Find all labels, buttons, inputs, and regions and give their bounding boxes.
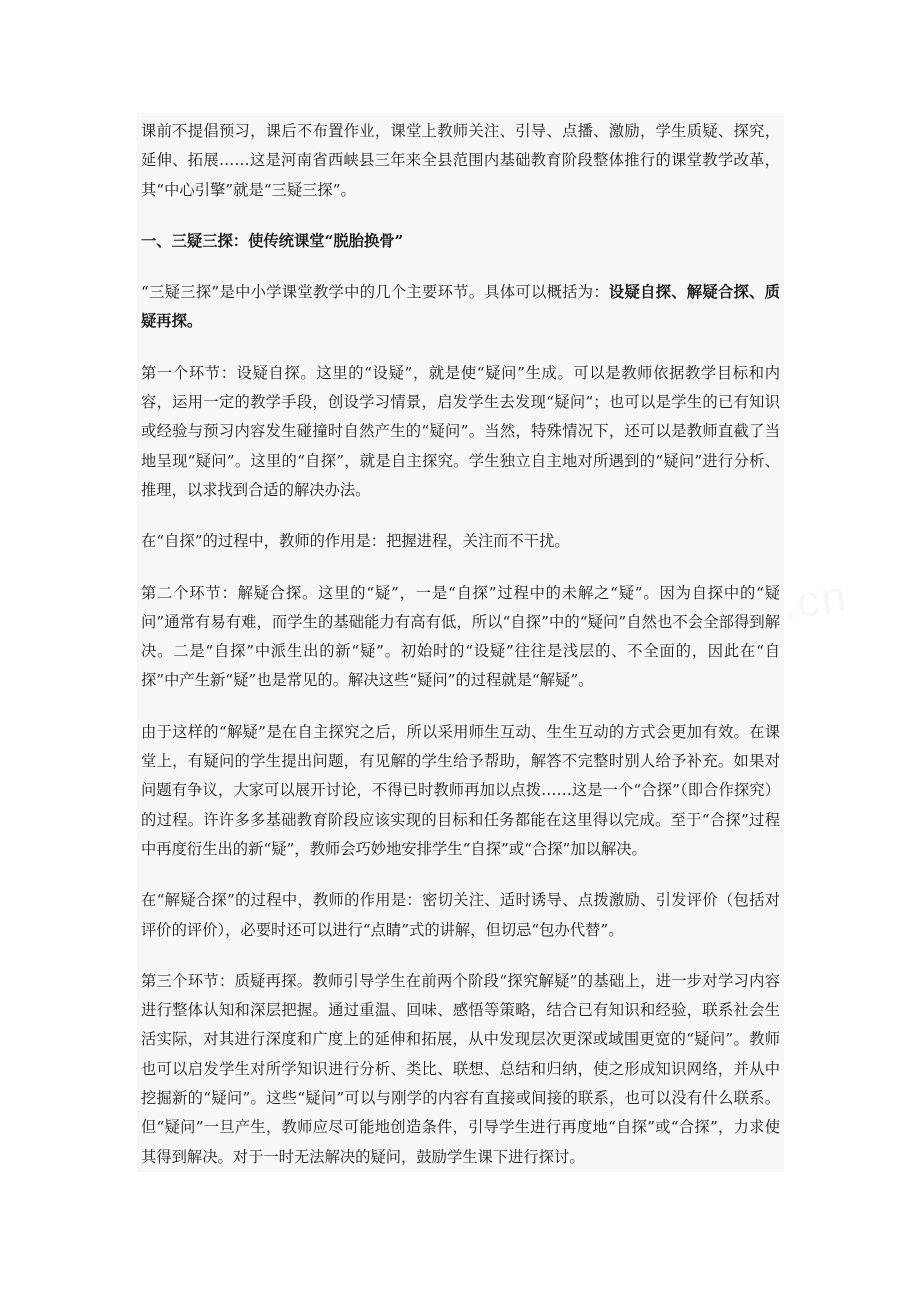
step3-paragraph: 第三个环节：质疑再探。教师引导学生在前两个阶段“探究解疑”的基础上，进一步对学习内容进行整体认知和深层把握。通过重温、回味、感悟等策略，结合已有知识和经验，联系社会生活实际，对其进行深度和广度上的延伸和拓展，从中发现层次更深或域围更宽的“疑问”。教师也可以启发学生对所学知识进行分析、类比、联想、总结和归纳，使之形成知识网络，并从中挖掘新的“疑问”。这些“疑问”可以与刚学的内容有直接或间接的联系，也可以没有什么联系。但“疑问”一旦产生，教师应尽可能地创造条件，引导学生进行再度地“自探”或“合探”，力求使其得到解决。对于一时无法解决的疑问，鼓励学生课下进行探讨。 bbox=[141, 971, 780, 1166]
summary-paragraph bbox=[141, 278, 780, 337]
step2-paragraph: 第二个环节：解疑合探。这里的“疑”，一是“自探”过程中的未解之“疑”。因为自探中的“疑问”通常有易有难，而学生的基础能力有高有低，所以“自探”中的“疑问”自然也不会全部得到解决。二是“自探”中派生出的新“疑”。初始时的“设疑”往往是浅层的、不全面的，因此在“自探”中产生新“疑”也是常见的。解决这些“疑问”的过程就是“解疑”。 bbox=[141, 583, 780, 690]
step1-paragraph: 第一个环节：设疑自探。这里的“设疑”，就是使“疑问”生成。可以是教师依据教学目标和内容，运用一定的教学手段，创设学习情景，启发学生去发现“疑问”；也可以是学生的已有知识或经验与预习内容发生碰撞时自然产生的“疑问”。当然，特殊情况下，还可以是教师直截了当地呈现“疑问”。这里的“自探”，就是自主探究。学生独立自主地对所遇到的“疑问”进行分析、推理，以求找到合适的解决办法。 bbox=[141, 363, 780, 499]
section-heading: 一、三疑三探：使传统课堂“脱胎换骨” bbox=[141, 231, 404, 250]
article-body bbox=[137, 113, 784, 1172]
step2-detail-paragraph: 由于这样的“解疑”是在自主探究之后，所以采用师生互动、生生互动的方式会更加有效。在课堂上，有疑问的学生提出问题，有见解的学生给予帮助，解答不完整时别人给予补充。如果对问题有争议，大家可以展开讨论，不得已时教师再加以点拨……这是一个“合探”（即合作探究）的过程。许许多多基础教育阶段应该实现的目标和任务都能在这里得以完成。至于“合探”过程中再度衍生出的新“疑”，教师会巧妙地安排学生“自探”或“合探”加以解决。 bbox=[141, 722, 780, 858]
step1-role-paragraph: 在“自探”的过程中，教师的作用是：把握进程，关注而不干扰。 bbox=[141, 532, 570, 551]
summary-bold-text: 设疑自探、解疑合探、质疑再探。 bbox=[141, 283, 780, 331]
step2-role-paragraph: 在“解疑合探”的过程中，教师的作用是：密切关注、适时诱导、点拨激励、引发评价（包括对评价的评价），必要时还可以进行“点睛”式的讲解，但切忌“包办代替”。 bbox=[141, 891, 780, 939]
intro-paragraph: 课前不提倡预习，课后不布置作业，课堂上教师关注、引导、点播、激励，学生质疑、探究，延伸、拓展……这是河南省西峡县三年来全县范围内基础教育阶段整体推行的课堂教学改革，其“中心引擎”就是“三疑三探”。 bbox=[141, 122, 780, 199]
summary-lead-text: “三疑三探”是中小学课堂教学中的几个主要环节。具体可以概括为： bbox=[141, 283, 609, 302]
